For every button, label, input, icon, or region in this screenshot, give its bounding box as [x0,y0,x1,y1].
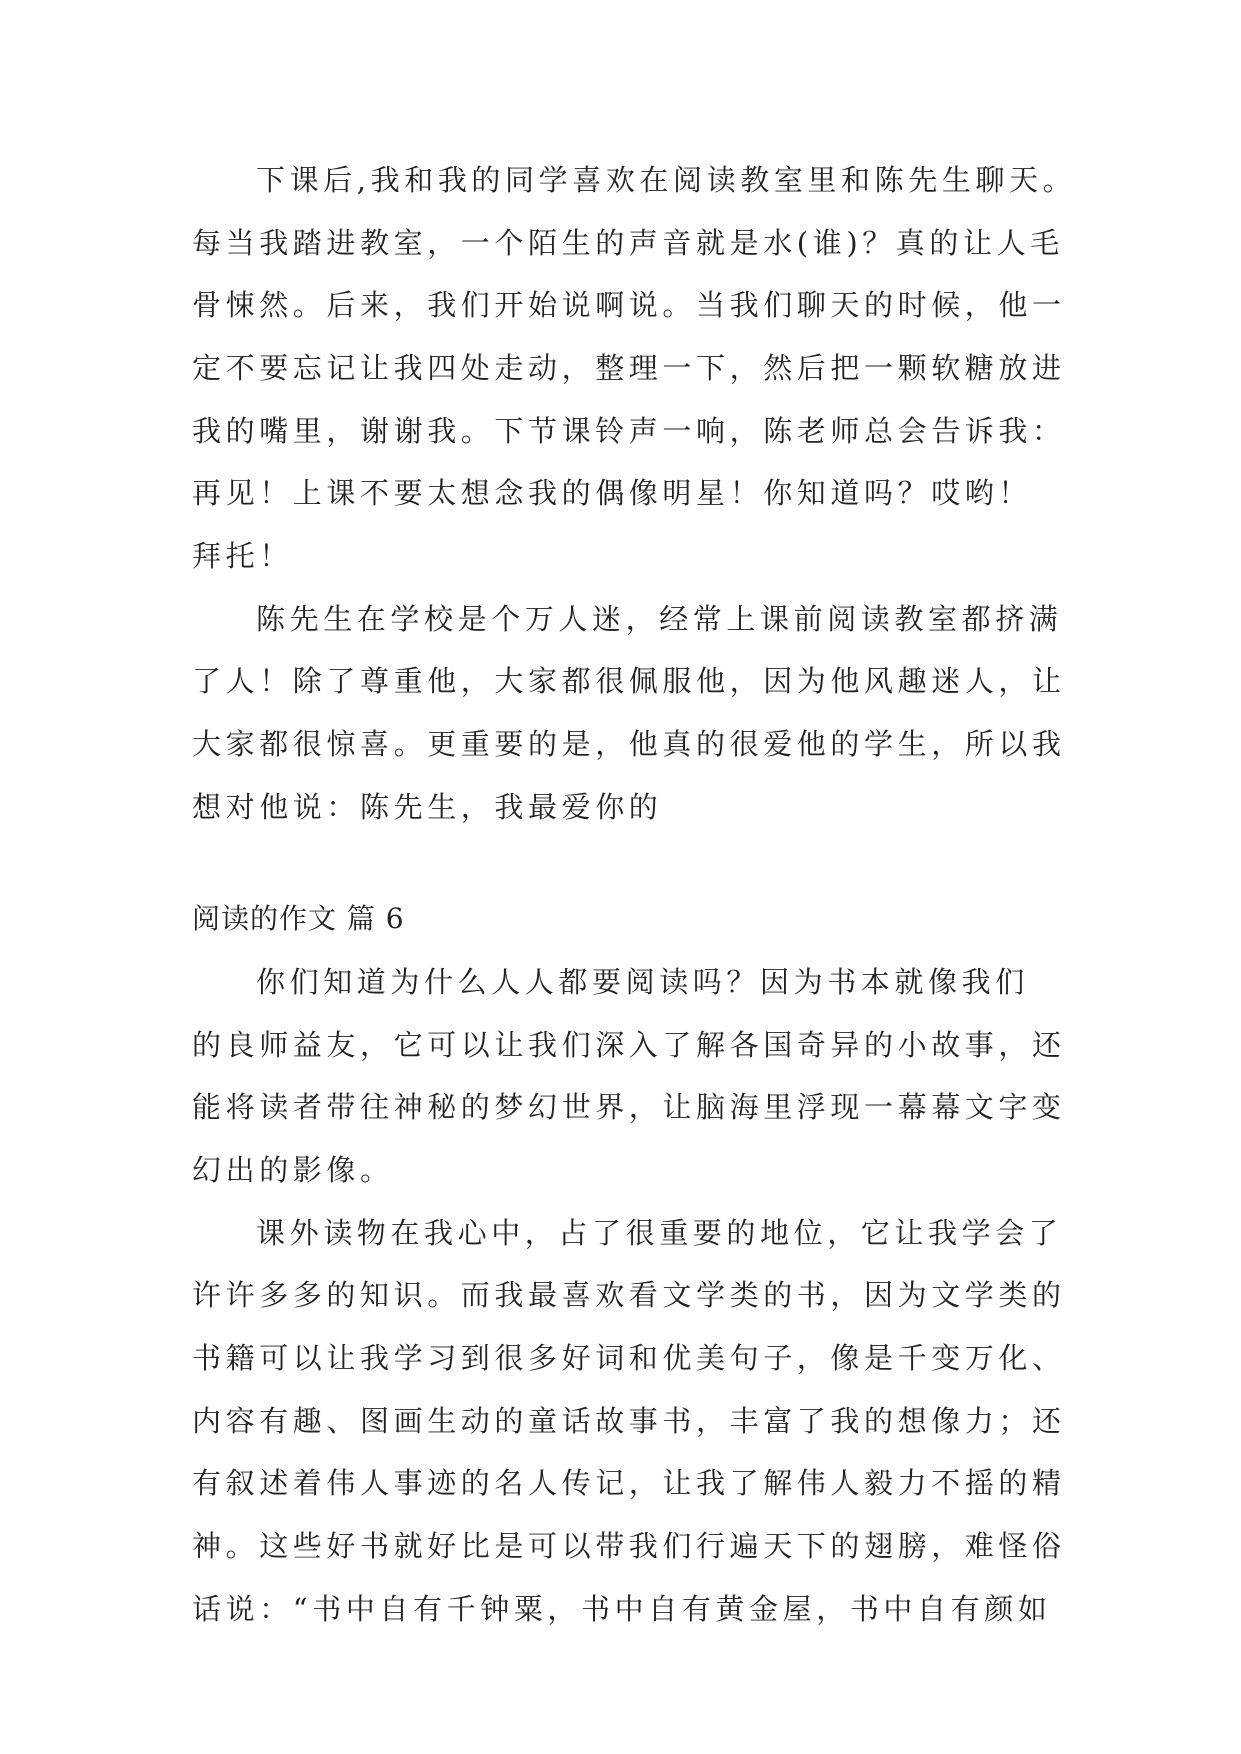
paragraph-line: 下课后,我和我的同学喜欢在阅读教室里和陈先生聊天。 [256,163,1077,197]
paragraph-line: 内容有趣、图画生动的童话故事书，丰富了我的想像力；还 [192,1404,1066,1438]
paragraph-line: 了人！除了尊重他，大家都很佩服他，因为他风趣迷人，让 [192,664,1066,698]
paragraph-line: 大家都很惊喜。更重要的是，他真的很爱他的学生，所以我 [192,727,1066,761]
paragraph-line: 话说：“书中自有千钟粟，书中自有黄金屋，书中自有颜如 [192,1592,1052,1626]
paragraph-line: 课外读物在我心中，占了很重要的地位，它让我学会了 [256,1216,1063,1250]
paragraph-line: 定不要忘记让我四处走动，整理一下，然后把一颗软糖放进 [192,351,1066,385]
section-heading: 阅读的作文 篇 6 [192,902,405,935]
paragraph-line: 有叙述着伟人事迹的名人传记，让我了解伟人毅力不摇的精 [192,1466,1066,1500]
paragraph-line: 拜托！ [192,539,293,573]
paragraph-line: 我的嘴里，谢谢我。下节课铃声一响，陈老师总会告诉我： [192,414,1066,448]
paragraph-line: 书籍可以让我学习到很多好词和优美句子，像是千变万化、 [192,1341,1066,1375]
paragraph-line: 能将读者带往神秘的梦幻世界，让脑海里浮现一幕幕文字变 [192,1090,1066,1124]
paragraph-line: 神。这些好书就好比是可以带我们行遍天下的翅膀，难怪俗 [192,1529,1066,1563]
paragraph-line: 你们知道为什么人人都要阅读吗？因为书本就像我们 [256,965,1029,999]
paragraph-line: 的良师益友，它可以让我们深入了解各国奇异的小故事，还 [192,1028,1066,1062]
paragraph-line: 每当我踏进教室，一个陌生的声音就是水(谁)？真的让人毛 [192,226,1064,260]
paragraph-line: 陈先生在学校是个万人迷，经常上课前阅读教室都挤满 [256,602,1063,636]
paragraph-line: 再见！上课不要太想念我的偶像明星！你知道吗？哎哟！ [192,476,1033,510]
paragraph-line: 幻出的影像。 [192,1153,394,1187]
paragraph-line: 许许多多的知识。而我最喜欢看文学类的书，因为文学类的 [192,1278,1066,1312]
paragraph-line: 想对他说：陈先生，我最爱你的 [192,790,663,824]
paragraph-line: 骨悚然。后来，我们开始说啊说。当我们聊天的时候，他一 [192,288,1066,322]
